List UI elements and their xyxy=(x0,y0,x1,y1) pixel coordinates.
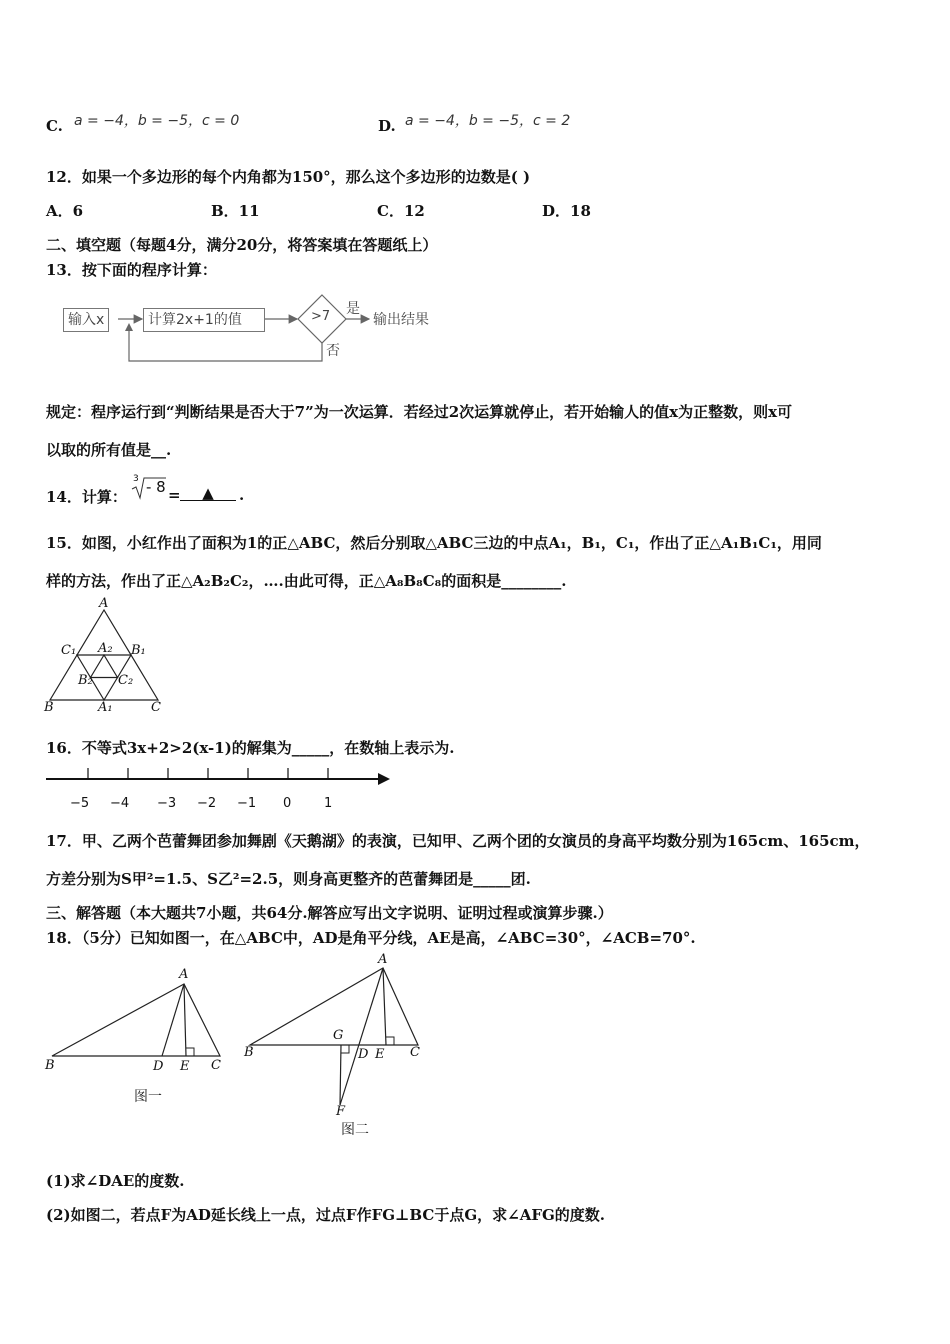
q16-question: 16．不等式3x+2>2(x-1)的解集为_____，在数轴上表示为. xyxy=(46,739,455,757)
fig15-label-b: B xyxy=(44,700,54,715)
q11-option-c-value: a = −4，b = −5，c = 0 xyxy=(74,113,240,129)
fig2-label-d: D xyxy=(358,1047,369,1062)
fig2-label-a: A xyxy=(378,952,388,967)
figure1-triangle xyxy=(40,962,240,1072)
fig1-caption: 图一 xyxy=(134,1089,162,1105)
fig1-label-a: A xyxy=(179,967,189,982)
q14-prefix: 14．计算： xyxy=(46,488,127,506)
q13-rule-line1: 规定：程序运行到“判断结果是否大于7”为一次运算．若经过2次运算就停止，若开始输人的值x为正整数，则x可 xyxy=(46,403,793,421)
fig2-label-g: G xyxy=(333,1028,344,1043)
tick-label: −1 xyxy=(237,796,257,811)
q18-part1: (1)求∠DAE的度数. xyxy=(46,1172,185,1190)
flow-no-label: 否 xyxy=(326,343,340,359)
q15-line1: 15．如图，小红作出了面积为1的正△ABC，然后分别取△ABC三边的中点A₁，B₁，C₁，作出了正△A₁B₁C₁，用同 xyxy=(46,534,822,552)
q13-rule-line2: 以取的所有值是__. xyxy=(46,441,172,459)
tick-label: −4 xyxy=(110,796,130,811)
flow-yes-label: 是 xyxy=(346,301,360,317)
tick-label: 1 xyxy=(324,796,333,811)
q18-figure-2 xyxy=(240,952,440,1140)
q12-option-a: A．6 xyxy=(46,202,84,220)
flow-compute-box: 计算2x+1的值 xyxy=(143,308,265,332)
q12-question: 12．如果一个多边形的每个内角都为150°，那么这个多边形的边数是( ) xyxy=(46,168,531,186)
q15-line2: 样的方法，作出了正△A₂B₂C₂，….由此可得，正△A₈B₈C₈的面积是________. xyxy=(46,572,567,590)
flow-condition: >7 xyxy=(311,309,331,324)
q17-line1: 17．甲、乙两个芭蕾舞团参加舞剧《天鹅湖》的表演，已知甲、乙两个团的女演员的身高平均数分别为165cm、165cm， xyxy=(46,832,870,850)
fig2-caption: 图二 xyxy=(341,1122,369,1138)
q15-figure xyxy=(42,598,172,716)
q12-option-d: D．18 xyxy=(542,202,591,220)
section2-title: 二、填空题（每题4分，满分20分，将答案填在答题纸上） xyxy=(46,236,438,254)
section3-title: 三、解答题（本大题共7小题，共64分.解答应写出文字说明、证明过程或演算步骤.） xyxy=(46,904,613,922)
q11-option-d-value: a = −4，b = −5，c = 2 xyxy=(405,113,571,129)
fig2-label-b: B xyxy=(244,1045,254,1060)
q14-end: . xyxy=(239,486,245,504)
fig15-label-b1: B₁ xyxy=(131,643,146,658)
q12-option-b: B．11 xyxy=(211,202,260,220)
fig2-label-c: C xyxy=(410,1045,420,1060)
tick-label: −2 xyxy=(197,796,217,811)
q18-question: 18．（5分）已知如图一，在△ABC中，AD是角平分线，AE是高，∠ABC=30°，∠ACB=70°. xyxy=(46,929,696,947)
flow-output: 输出结果 xyxy=(373,312,429,328)
fig1-label-e: E xyxy=(180,1059,190,1074)
tick-label: −3 xyxy=(157,796,177,811)
q17-line2: 方差分别为S甲²=1.5、S乙²=2.5，则身高更整齐的芭蕾舞团是_____团. xyxy=(46,870,531,888)
flow-input-box: 输入x xyxy=(63,308,109,332)
q13-question: 13．按下面的程序计算： xyxy=(46,261,217,279)
q18-figure-1 xyxy=(40,962,240,1112)
fig15-label-c2: C₂ xyxy=(118,673,134,688)
blank-mark-icon: ▲ xyxy=(202,484,214,502)
fig1-label-c: C xyxy=(211,1058,221,1073)
radical-index: 3 xyxy=(133,474,139,484)
q18-part2: (2)如图二，若点F为AD延长线上一点，过点F作FG⊥BC于点G，求∠AFG的度数. xyxy=(46,1206,606,1224)
q11-option-c-label: C. xyxy=(46,117,63,135)
q14-answer-blank xyxy=(180,483,236,501)
fig15-label-c1: C₁ xyxy=(61,643,77,658)
q14-equals: = xyxy=(168,486,181,504)
fig15-label-a1: A₁ xyxy=(98,700,113,715)
fig15-label-a: A xyxy=(99,596,109,611)
fig1-label-b: B xyxy=(45,1058,55,1073)
fig1-label-d: D xyxy=(153,1059,164,1074)
fig2-label-e: E xyxy=(375,1047,385,1062)
q12-option-c: C．12 xyxy=(377,202,425,220)
fig15-label-a2: A₂ xyxy=(98,641,113,656)
fig2-label-f: F xyxy=(336,1104,346,1119)
q11-option-d-label: D. xyxy=(378,117,396,135)
fig15-label-b2: B₂ xyxy=(78,673,93,688)
tick-label: −5 xyxy=(70,796,90,811)
tick-label: 0 xyxy=(283,796,292,811)
fig15-label-c: C xyxy=(151,700,161,715)
q16-number-line xyxy=(44,762,394,814)
radicand: - 8 xyxy=(146,478,166,496)
number-line-axis xyxy=(44,762,394,792)
